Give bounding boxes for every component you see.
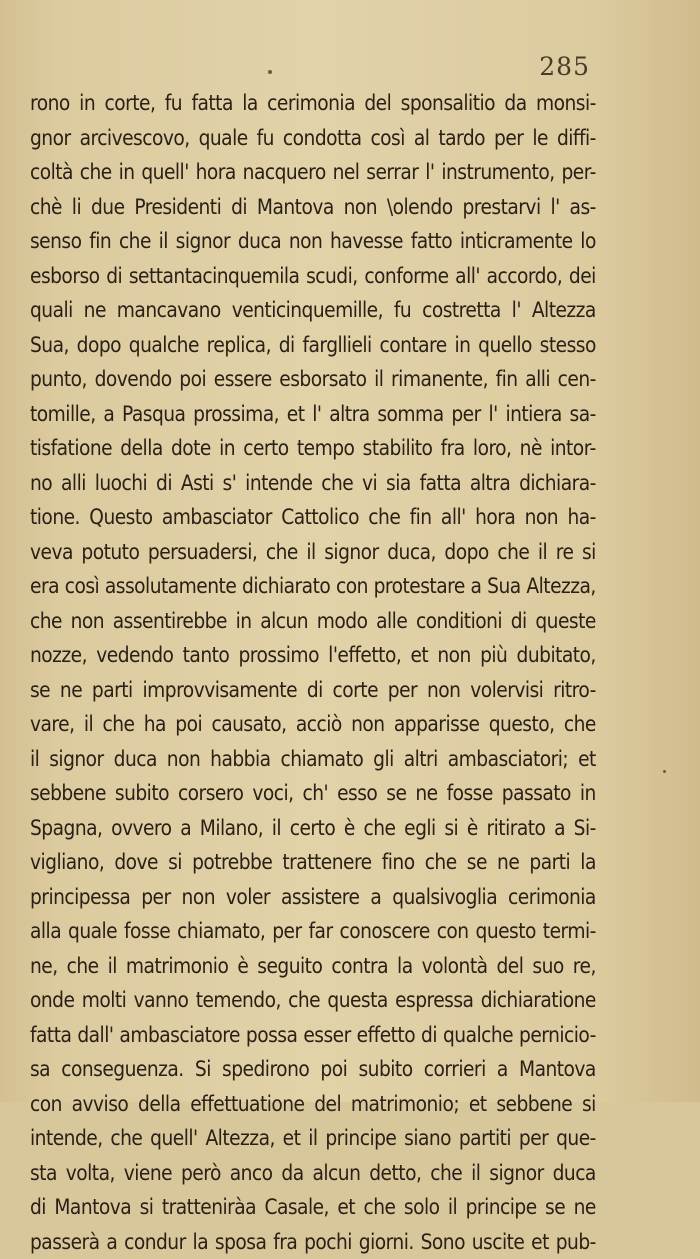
text-line: quali ne mancavano venticinquemille, fu costretta l' Altezza	[30, 293, 596, 328]
text-line: tomille, a Pasqua prossima, et l' altra somma per l' intiera sa-	[30, 397, 596, 432]
body-text	[30, 86, 596, 1259]
text-line: punto, dovendo poi essere esborsato il rimanente, fin alli cen-	[30, 362, 596, 397]
text-line: Sua, dopo qualche replica, di fargllieli contare in quello stesso	[30, 328, 596, 363]
text-line: vare, il che ha poi causato, acciò non apparisse questo, che	[30, 707, 596, 742]
text-line: gnor arcivescovo, quale fu condotta così al tardo per le diffi-	[30, 121, 596, 156]
text-line: esborso di settantacinquemila scudi, conforme all' accordo, dei	[30, 259, 596, 294]
text-line: vigliano, dove si potrebbe trattenere fino che se ne parti la	[30, 845, 596, 880]
text-line: se ne parti improvvisamente di corte per non volervisi ritro-	[30, 673, 596, 708]
text-line: principessa per non voler assistere a qualsivoglia cerimonia	[30, 880, 596, 915]
text-line: rono in corte, fu fatta la cerimonia del sponsalitio da monsi-	[30, 86, 596, 121]
text-line: sta volta, viene però anco da alcun detto, che il signor duca	[30, 1156, 596, 1191]
text-line: con avviso della effettuatione del matrimonio; et sebbene si	[30, 1087, 596, 1122]
text-line: no alli luochi di Asti s' intende che vi sia fatta altra dichiara-	[30, 466, 596, 501]
text-line: tione. Questo ambasciator Cattolico che fin all' hora non ha-	[30, 500, 596, 535]
text-line: chè li due Presidenti di Mantova non \olendo prestarvi l' as-	[30, 190, 596, 225]
page-number: 285	[539, 52, 590, 81]
text-line: intende, che quell' Altezza, et il principe siano partiti per que-	[30, 1121, 596, 1156]
text-line: fatta dall' ambasciatore possa esser effetto di qualche pernicio-	[30, 1018, 596, 1053]
text-line: alla quale fosse chiamato, per far conoscere con questo termi-	[30, 914, 596, 949]
text-line: coltà che in quell' hora nacquero nel serrar l' instrumento, per-	[30, 155, 596, 190]
text-line: tisfatione della dote in certo tempo stabilito fra loro, nè intor-	[30, 431, 596, 466]
text-line: di Mantova si tratteniràa Casale, et che solo il principe se ne	[30, 1190, 596, 1225]
text-line: nozze, vedendo tanto prossimo l'effetto, et non più dubitato,	[30, 638, 596, 673]
text-line: era così assolutamente dichiarato con protestare a Sua Altezza,	[30, 569, 596, 604]
ink-speck	[663, 770, 666, 773]
ink-speck	[268, 70, 272, 74]
text-line: Spagna, ovvero a Milano, il certo è che egli si è ritirato a Si-	[30, 811, 596, 846]
text-line: il signor duca non habbia chiamato gli altri ambasciatori; et	[30, 742, 596, 777]
text-line: sa conseguenza. Si spedirono poi subito corrieri a Mantova	[30, 1052, 596, 1087]
text-line: che non assentirebbe in alcun modo alle conditioni di queste	[30, 604, 596, 639]
text-line: sebbene subito corsero voci, ch' esso se ne fosse passato in	[30, 776, 596, 811]
text-line: ne, che il matrimonio è seguito contra la volontà del suo re,	[30, 949, 596, 984]
text-line: onde molti vanno temendo, che questa espressa dichiaratione	[30, 983, 596, 1018]
text-line: senso fin che il signor duca non havesse fatto inticramente lo	[30, 224, 596, 259]
text-line: passerà a condur la sposa fra pochi giorni. Sono uscite et pub-	[30, 1225, 596, 1259]
text-line: veva potuto persuadersi, che il signor duca, dopo che il re si	[30, 535, 596, 570]
